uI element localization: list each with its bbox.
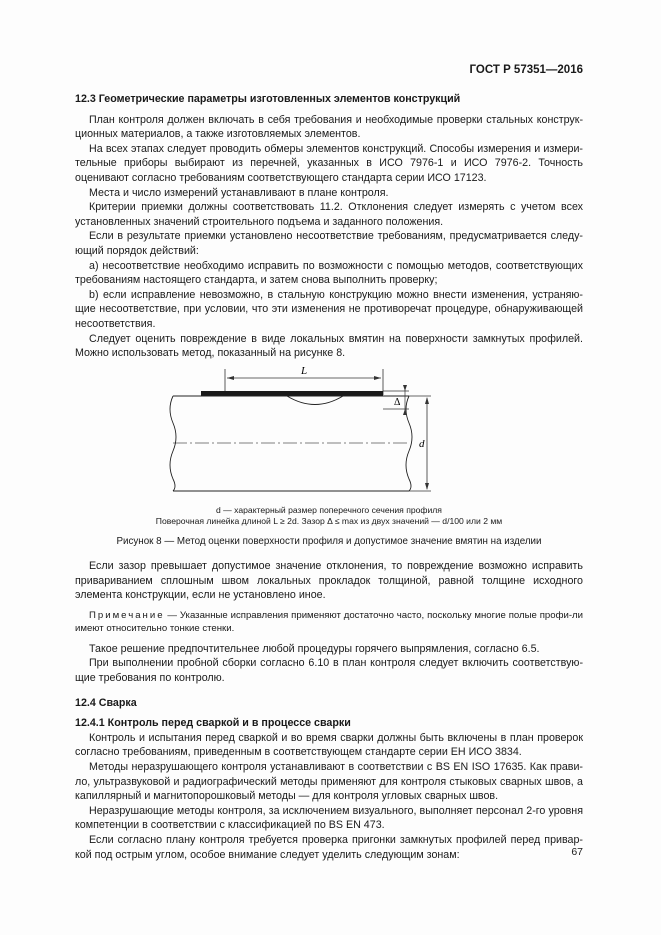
paragraph: Такое решение предпочтительнее любой процедуры горячего выпрямления, согласно 6.5.	[89, 642, 540, 655]
dent-curve	[287, 396, 343, 405]
paragraph: Критерии приемки должны соответствовать 11.2. Отклонения следует измерять с учетом всех установленных значений строительного подъема и заданного положения.	[75, 201, 583, 228]
label-L: L	[301, 364, 308, 377]
document-body	[75, 92, 583, 862]
page-number: 67	[571, 846, 583, 858]
note-text: — Указанные исправления применяют достаточно часто, поскольку многие полые профи-ли имеют относительно тонкие стенки.	[75, 610, 583, 635]
figure-legend-line-1: d — характерный размер поперечного сечения профиля	[216, 505, 442, 516]
label-d: d	[419, 437, 425, 450]
list-item-a: a) несоответствие необходимо исправить по возможности с помощью методов, соответствующих требованиям настоящего стандарта, и затем снова выполнить проверку;	[75, 259, 583, 287]
label-delta: Δ	[394, 396, 401, 408]
paragraph: Если в результате приемки установлено несоответствие требованиям, предусматривается следу-ющий порядок действий:	[75, 230, 583, 257]
paragraph: Места и число измерений устанавливают в плане контроля.	[89, 186, 389, 199]
section-heading-12-4: 12.4 Сварка	[75, 696, 137, 709]
break-line-right	[406, 396, 412, 491]
figure-8-drawing	[75, 361, 583, 501]
figure-title: Рисунок 8 — Метод оценки поверхности профиля и допустимое значение вмятин на изделии	[116, 535, 542, 547]
paragraph: План контроля должен включать в себя требования и необходимые проверки стальных конструк-ционных материалов, а также изготовляемых элементов.	[75, 113, 583, 141]
note	[75, 609, 583, 636]
figure-legend-line-2: Поверочная линейка длиной L ≥ 2d. Зазор Δ ≤ max из двух значений — d/100 или 2 мм	[155, 516, 503, 527]
paragraph: При выполнении пробной сборки согласно 6.10 в план контроля следует включить соответствую-щие требования по контролю.	[75, 657, 583, 685]
section-heading-12-3: 12.3 Геометрические параметры изготовленных элементов конструкций	[75, 93, 461, 105]
paragraph: На всех этапах следует проводить обмеры элементов конструкций. Способы измерения и измери-тельные приборы выбирают из перечней, указанных в ИСО 7976-1 и ИСО 7976-2. Точность оценивают согласно требованиям соответствующего стандарта серии ИСО 17123.	[75, 142, 583, 184]
paragraph: Если зазор превышает допустимое значение отклонения, то повреждение возможно исправить привариванием сплошным швом локальных прокладок толщиной, равной толщине исходного элемента конструкции, если не установлено иное.	[75, 560, 583, 602]
break-line-left	[170, 396, 176, 491]
paragraph: Методы неразрушающего контроля устанавливают в соответствии с BS EN ISO 17635. Как прави-ло, ультразвуковой и радиографический методы применяют для контроля стыковых сварных швов, а капиллярный и магнитопорошковый методы — для контроля угловых сварных швов.	[75, 761, 583, 803]
note-label: Примечание	[89, 610, 165, 622]
paragraph: Контроль и испытания перед сваркой и во время сварки должны быть включены в план проверок согласно требованиям, приведенным в соответствующем стандарте серии ЕН ИСО 3834.	[75, 731, 583, 759]
arrow-head	[227, 376, 234, 380]
paragraph: Неразрушающие методы контроля, за исключением визуального, выполняет персонал 2-го уровня компетенции в соответствии с классификацией по BS EN 473.	[75, 804, 583, 832]
paragraph: Если согласно плану контроля требуется проверка пригонки замкнутых профилей перед привар-кой под острым углом, особое внимание следует уделить следующим зонам:	[75, 834, 583, 861]
figure-8	[75, 361, 583, 529]
subsection-heading-12-4-1: 12.4.1 Контроль перед сваркой и в процессе сварки	[75, 717, 351, 730]
arrow-head	[374, 376, 381, 380]
list-item-b: b) если исправление невозможно, в стальную конструкцию можно внести изменения, устраняю-щие несоответствие, при условии, что эти изменения не противоречат процедуре, обнаруживающей несоответствия.	[75, 288, 583, 330]
paragraph: Следует оценить повреждение в виде локальных вмятин на поверхности замкнутых профилей. Можно использовать метод, показанный на рисунке 8.	[75, 332, 583, 360]
straightedge	[201, 391, 383, 396]
standard-number: ГОСТ Р 57351—2016	[469, 64, 583, 76]
